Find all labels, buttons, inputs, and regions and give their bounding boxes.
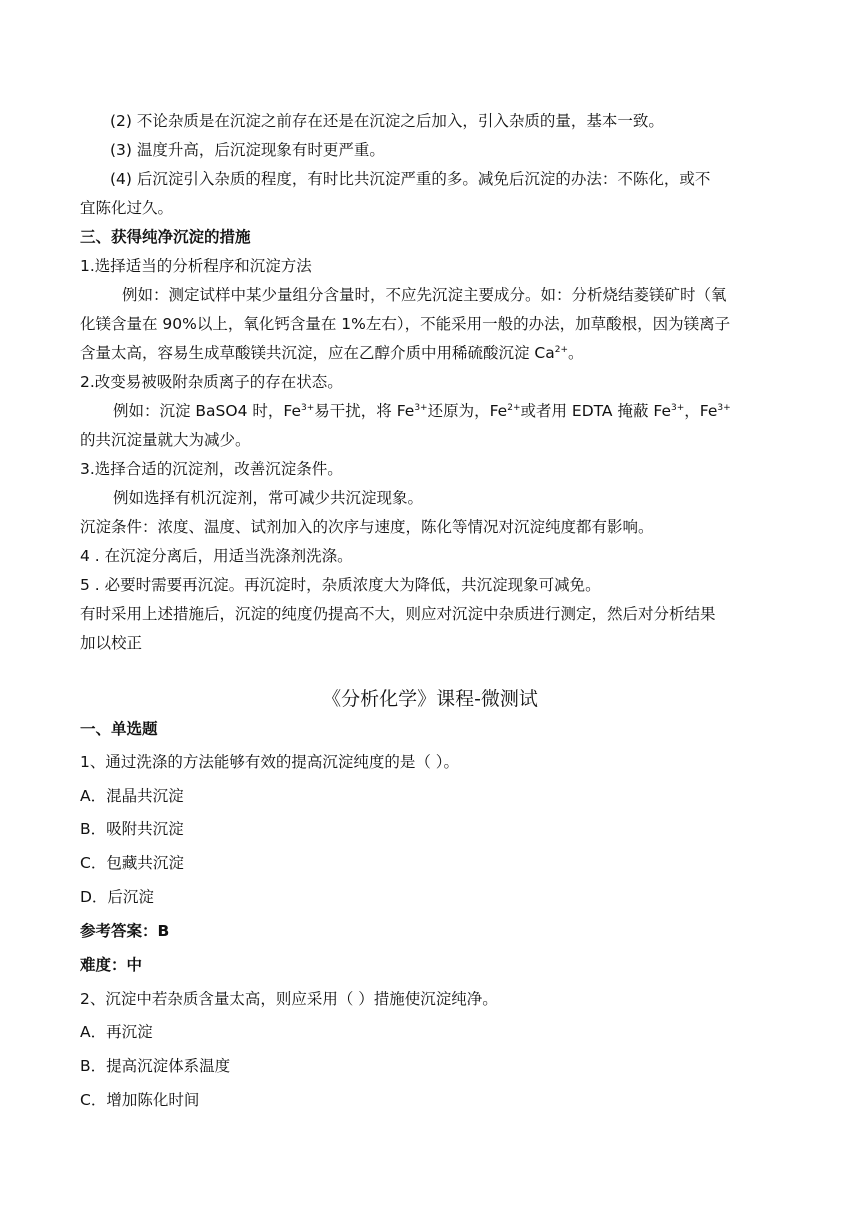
section-heading-3: 三、获得纯净沉淀的措施 [80,228,251,246]
measure-3: 3.选择合适的沉淀剂，改善沉淀条件。 [80,460,343,478]
measure-3-example: 例如选择有机沉淀剂，常可减少共沉淀现象。 [113,489,424,507]
question-2-option-c: C．增加陈化时间 [80,1091,200,1109]
text-run: ，Fe [684,402,718,420]
measure-4: 4 . 在沉淀分离后，用适当洗涤剂洗涤。 [80,547,353,565]
quiz-section-heading: 一、单选题 [80,720,158,738]
paragraph-item-4-line1: (4) 后沉淀引入杂质的程度，有时比共沉淀严重的多。减免后沉淀的办法：不陈化，或不 [110,170,711,188]
superscript: 2+ [507,403,521,413]
measure-1-example-text: 含量太高，容易生成草酸镁共沉淀，应在乙醇介质中用稀硫酸沉淀 Ca [80,344,555,362]
superscript: 3+ [414,403,428,413]
question-1-option-b: B．吸附共沉淀 [80,820,184,838]
measure-1-example-line2: 化镁含量在 90%以上，氧化钙含量在 1%左右），不能采用一般的办法，加草酸根，因为镁离子 [80,315,731,333]
measure-1-example-line1: 例如：测定试样中某少量组分含量时，不应先沉淀主要成分。如：分析烧结菱镁矿时（氧 [122,286,727,304]
text-run: 或者用 EDTA 掩蔽 Fe [520,402,671,420]
closing-note-line1: 有时采用上述措施后，沉淀的纯度仍提高不大，则应对沉淀中杂质进行测定，然后对分析结果 [80,605,716,623]
punctuation: 。 [568,344,584,362]
paragraph-item-4-line2: 宜陈化过久。 [80,199,174,217]
text-run: 易干扰，将 Fe [314,402,415,420]
question-1-answer: 参考答案：B [80,922,170,940]
question-2-stem: 2、沉淀中若杂质含量太高，则应采用（ ）措施使沉淀纯净。 [80,990,498,1008]
measure-5: 5 . 必要时需要再沉淀。再沉淀时，杂质浓度大为降低，共沉淀现象可减免。 [80,576,601,594]
measure-2-example-line2: 的共沉淀量就大为减少。 [80,431,251,449]
text-run: 还原为，Fe [427,402,508,420]
measure-1-example-line3 [80,342,782,364]
question-2-option-b: B．提高沉淀体系温度 [80,1057,231,1075]
question-1-option-d: D．后沉淀 [80,888,154,906]
quiz-title: 《分析化学》课程-微测试 [322,688,538,710]
closing-note-line2: 加以校正 [80,634,143,652]
precipitation-conditions: 沉淀条件：浓度、温度、试剂加入的次序与速度，陈化等情况对沉淀纯度都有影响。 [80,518,654,536]
superscript: 2+ [554,345,569,355]
question-2-option-a: A．再沉淀 [80,1023,153,1041]
measure-1: 1.选择适当的分析程序和沉淀方法 [80,257,312,275]
question-1-option-c: C．包藏共沉淀 [80,854,184,872]
superscript: 3+ [717,403,731,413]
question-1-option-a: A．混晶共沉淀 [80,787,184,805]
superscript: 3+ [301,403,315,413]
text-run: 例如：沉淀 BaSO4 时，Fe [113,402,301,420]
question-1-stem: 1、通过洗涤的方法能够有效的提高沉淀纯度的是（ ）。 [80,753,460,771]
paragraph-item-2: (2) 不论杂质是在沉淀之前存在还是在沉淀之后加入，引入杂质的量，基本一致。 [110,112,664,130]
paragraph-item-3: (3) 温度升高，后沉淀现象有时更严重。 [110,141,385,159]
superscript: 3+ [670,403,685,413]
measure-2-example-line1 [113,400,815,422]
question-1-difficulty: 难度：中 [80,956,143,974]
measure-2: 2.改变易被吸附杂质离子的存在状态。 [80,373,343,391]
